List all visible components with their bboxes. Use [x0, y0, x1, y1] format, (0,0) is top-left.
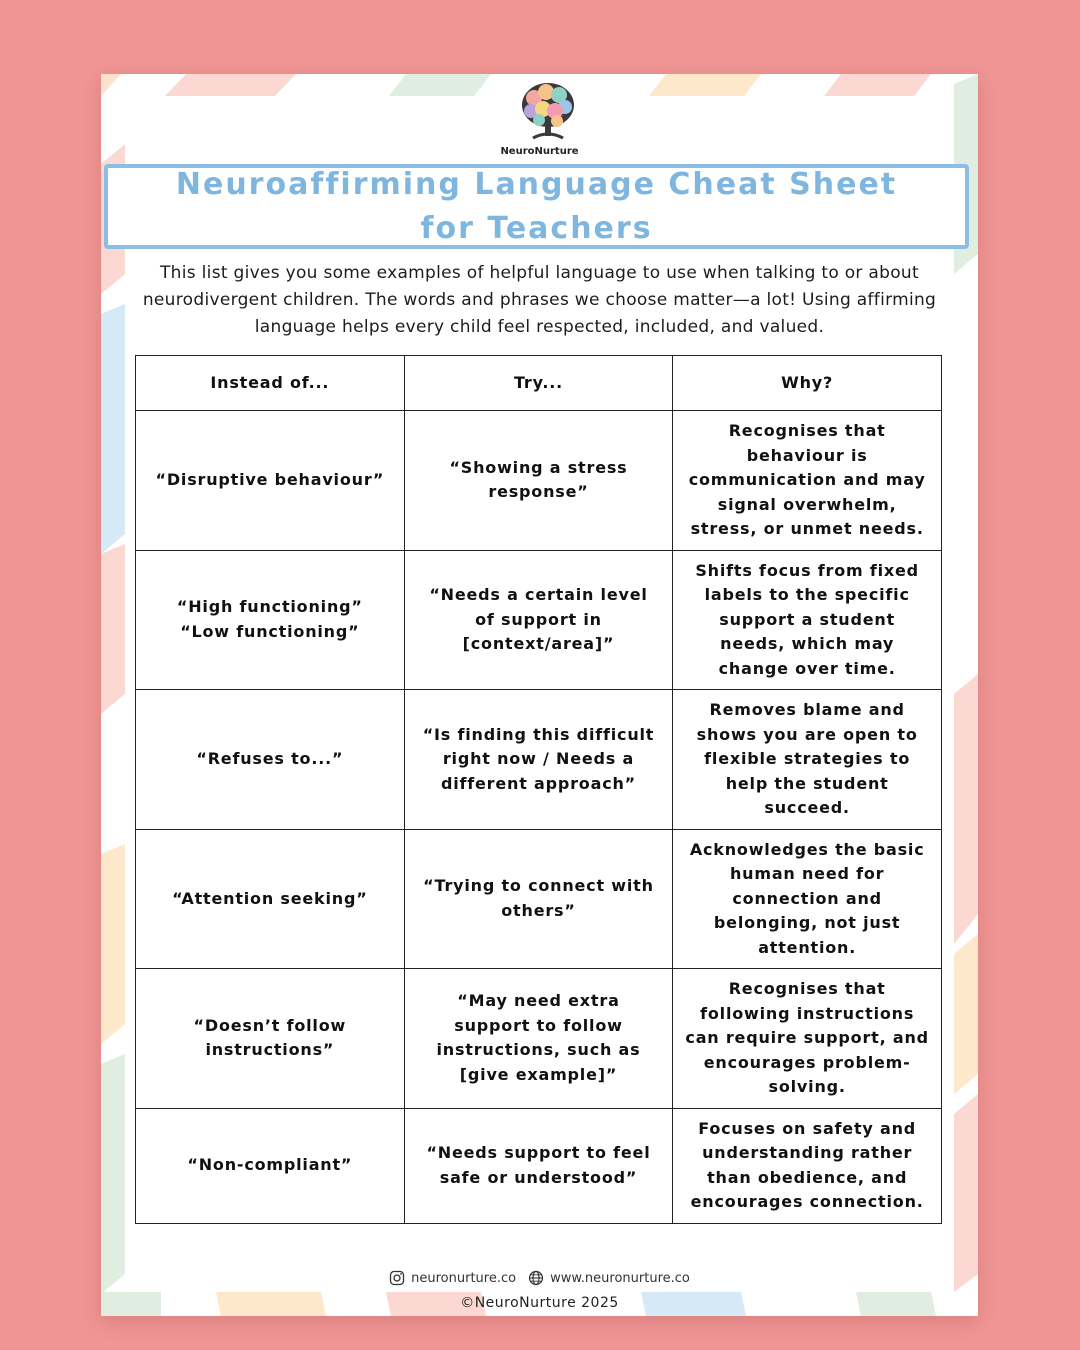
instagram-icon [389, 1270, 405, 1286]
brand-name: NeuroNurture [500, 146, 579, 157]
deco-left-green [101, 1054, 125, 1294]
language-table [135, 355, 942, 1224]
cell-instead: “Attention seeking” [136, 829, 405, 969]
cell-why: Acknowledges the basic human need for connection and belonging, not just attention. [673, 829, 942, 969]
cell-why: Focuses on safety and understanding rather than obedience, and encourages connection. [673, 1108, 942, 1223]
colorful-brain-tree-icon [519, 80, 577, 142]
page-title: Neuroaffirming Language Cheat Sheet for Teachers [175, 166, 898, 246]
header-instead-of: Instead of... [136, 356, 405, 411]
website-link[interactable]: www.neuronurture.co [550, 1270, 690, 1286]
deco-left-yellow [101, 844, 125, 1044]
intro-paragraph: This list gives you some examples of helpful language to use when talking to or about neurodivergent children. The words and phrases we choose matter—a lot! Using affirming language helps every child feel respected, included, and valued. [142, 263, 937, 337]
cell-instead: “Disruptive behaviour” [136, 411, 405, 551]
deco-right-peach-2 [954, 1094, 978, 1292]
cell-instead: “Refuses to...” [136, 690, 405, 830]
cell-try: “Needs a certain level of support in [context/area]” [404, 550, 673, 690]
cell-why: Recognises that following instructions can require support, and encourages problem-solving. [673, 969, 942, 1109]
header-why: Why? [673, 356, 942, 411]
cell-instead: “Doesn’t follow instructions” [136, 969, 405, 1109]
cell-why: Shifts focus from fixed labels to the specific support a student needs, which may change over time. [673, 550, 942, 690]
cell-why: Recognises that behaviour is communication and may signal overwhelm, stress, or unmet needs. [673, 411, 942, 551]
instagram-handle[interactable]: neuronurture.co [411, 1270, 517, 1286]
cell-why: Removes blame and shows you are open to flexible strategies to help the student succeed. [673, 690, 942, 830]
table-row [136, 411, 942, 551]
deco-right-peach [954, 674, 978, 944]
cheat-sheet-page [101, 74, 978, 1316]
footer-links [101, 1270, 978, 1286]
table-row [136, 969, 942, 1109]
table-row [136, 550, 942, 690]
cell-try: “Trying to connect with others” [404, 829, 673, 969]
deco-peach-corner [101, 74, 121, 96]
table-row [136, 690, 942, 830]
title-box [104, 164, 969, 249]
cell-try: “May need extra support to follow instructions, such as [give example]” [404, 969, 673, 1109]
deco-right-yellow [954, 934, 978, 1094]
deco-left-blue [101, 304, 125, 554]
header-try: Try... [404, 356, 673, 411]
cell-try: “Needs support to feel safe or understood” [404, 1108, 673, 1223]
table-row [136, 829, 942, 969]
cell-instead: “Non-compliant” [136, 1108, 405, 1223]
table-header-row [136, 356, 942, 411]
cell-try: “Showing a stress response” [404, 411, 673, 551]
globe-icon [528, 1270, 544, 1286]
copyright-text: ©NeuroNurture 2025 [460, 1295, 619, 1311]
cell-try: “Is finding this difficult right now / Needs a different approach” [404, 690, 673, 830]
table-row [136, 1108, 942, 1223]
cell-instead: “High functioning” “Low functioning” [136, 550, 405, 690]
deco-left-peach-2 [101, 544, 125, 714]
